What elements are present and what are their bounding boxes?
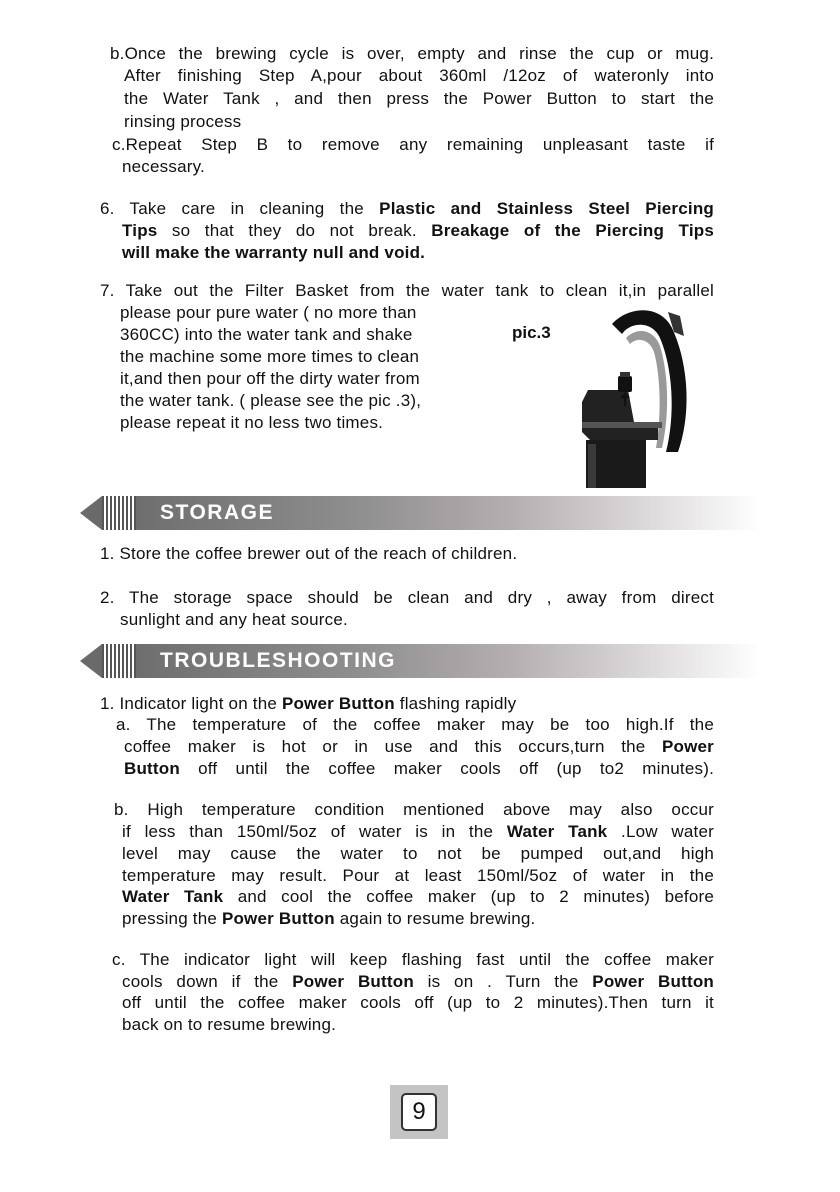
banner-stripes-icon: [102, 496, 136, 530]
item-6-line-2: Tips so that they do not break. Breakage of the Piercing Tips: [122, 221, 714, 240]
trouble-a-line-2: coffee maker is hot or in use and this occurs,turn the Power: [124, 737, 714, 756]
storage-item-1: 1. Store the coffee brewer out of the reach of children.: [100, 544, 518, 563]
item-7-line-1: 7. Take out the Filter Basket from the water tank to clean it,in parallel: [100, 281, 714, 300]
item-7-line-7: please repeat it no less two times.: [120, 413, 384, 432]
storage-heading: STORAGE: [136, 496, 760, 530]
trouble-a-line-1: a. The temperature of the coffee maker may be too high.If the: [116, 715, 714, 734]
trouble-b-line-3: level may cause the water to not be pumped out,and high: [122, 844, 714, 863]
step-c-line-2: necessary.: [122, 157, 205, 176]
item-6-line-3: will make the warranty null and void.: [122, 243, 426, 262]
page-number-badge: [390, 1085, 448, 1139]
trouble-b-line-6: pressing the Power Button again to resume brewing.: [122, 909, 536, 928]
trouble-c-line-3: off until the coffee maker cools off (up to 2 minutes).Then turn it: [122, 993, 714, 1012]
storage-section-banner: [80, 496, 760, 530]
trouble-c-line-2: cools down if the Power Button is on . Turn the Power Button: [122, 972, 714, 991]
trouble-b-line-2: if less than 150ml/5oz of water is in the Water Tank .Low water: [122, 822, 714, 841]
step-b-line-3: the Water Tank , and then press the Power Button to start the: [124, 89, 714, 108]
trouble-b-line-1: b. High temperature condition mentioned above may also occur: [114, 800, 714, 819]
troubleshooting-section-banner: [80, 644, 760, 678]
storage-item-2-line-2: sunlight and any heat source.: [120, 610, 348, 629]
coffee-maker-illustration: [568, 302, 724, 488]
step-c-line-1: c.Repeat Step B to remove any remaining unpleasant taste if: [112, 135, 714, 154]
trouble-item-1: 1. Indicator light on the Power Button flashing rapidly: [100, 694, 517, 713]
storage-item-2-line-1: 2. The storage space should be clean and dry , away from direct: [100, 588, 714, 607]
banner-arrow-icon: [80, 496, 102, 530]
item-7-line-2: please pour pure water ( no more than: [120, 303, 417, 322]
item-7-line-5: it,and then pour off the dirty water from: [120, 369, 420, 388]
step-b-line-4: rinsing process: [124, 112, 242, 131]
item-6-line-1: 6. Take care in cleaning the Plastic and Stainless Steel Piercing: [100, 199, 714, 218]
step-b-line-2: After finishing Step A,pour about 360ml /12oz of wateronly into: [124, 66, 714, 85]
banner-stripes-icon: [102, 644, 136, 678]
item-7-line-3: 360CC) into the water tank and shake: [120, 325, 413, 344]
step-b-line-1: b.Once the brewing cycle is over, empty and rinse the cup or mug.: [110, 44, 714, 63]
item-7-line-6: the water tank. ( please see the pic .3),: [120, 391, 422, 410]
trouble-b-line-4: temperature may result. Pour at least 150ml/5oz of water in the: [122, 866, 714, 885]
trouble-c-line-4: back on to resume brewing.: [122, 1015, 337, 1034]
page-number: 9: [401, 1093, 437, 1131]
pic-3-label: pic.3: [512, 323, 551, 342]
troubleshooting-heading: TROUBLESHOOTING: [136, 644, 760, 678]
trouble-a-line-3: Button off until the coffee maker cools off (up to2 minutes).: [124, 759, 714, 778]
trouble-b-line-5: Water Tank and cool the coffee maker (up to 2 minutes) before: [122, 887, 714, 906]
banner-arrow-icon: [80, 644, 102, 678]
item-7-line-4: the machine some more times to clean: [120, 347, 420, 366]
trouble-c-line-1: c. The indicator light will keep flashing fast until the coffee maker: [112, 950, 714, 969]
